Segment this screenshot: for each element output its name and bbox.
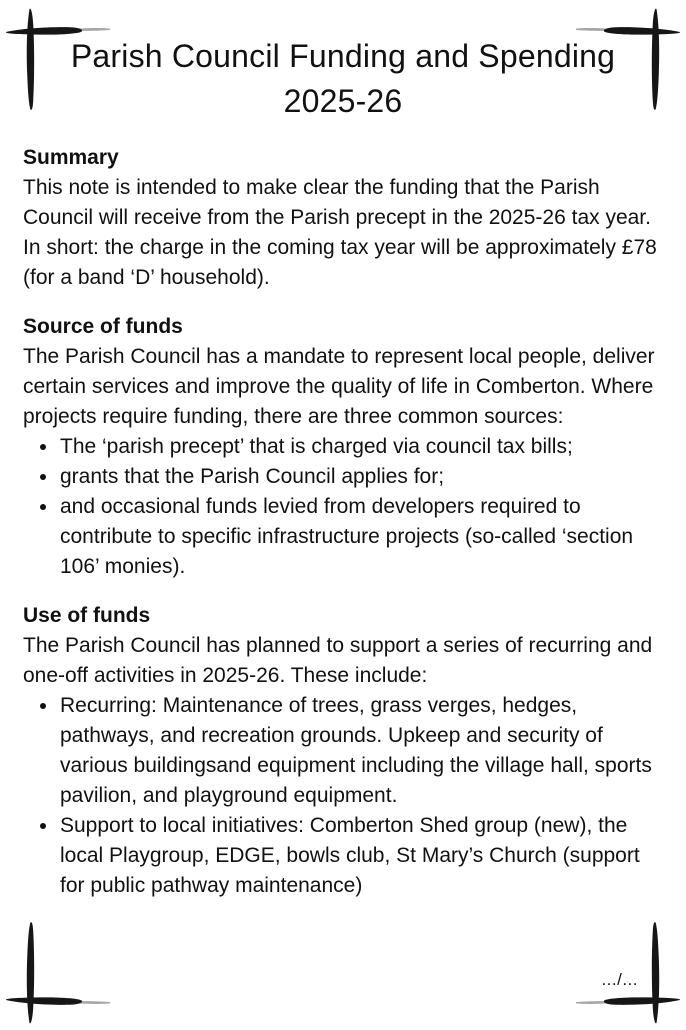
bullet-item: • Support to local initiatives: Comberton Shed group (new), the local Playgroup, EDGE, bowls club, St Mary’s Church (support for public pathway maintenance) (59, 811, 663, 901)
page-title-line1: Parish Council Funding and Spending (70, 38, 616, 74)
bullet-item: • Recurring: Maintenance of trees, grass verges, hedges, pathways, and recreation grounds. Upkeep and security of various buildingsand equipment including the village hall, sports pavilion, and playground equipment. (59, 691, 663, 811)
hand-drawn-corner-icon (572, 910, 684, 1026)
section-heading-source-of-funds: Source of funds (23, 315, 183, 338)
summary-paragraph: This note is intended to make clear the funding that the Parish Council will receive from the Parish precept in the 2025-26 tax year. In short: the charge in the coming tax year will be approximately £78 (for a band ‘D’ household). (23, 176, 657, 289)
bullet-item: • The ‘parish precept’ that is charged via council tax bills; (59, 432, 663, 462)
section-heading-use-of-funds: Use of funds (23, 604, 151, 627)
use-of-funds-bullet-list (23, 691, 663, 901)
page-title-line2: 2025-26 (283, 83, 403, 119)
continuation-mark: .../... (601, 970, 638, 989)
use-of-funds-paragraph: The Parish Council has planned to support a series of recurring and one-off activities in 2025-26. These include: (23, 634, 653, 687)
bullet-item: • grants that the Parish Council applies for; (59, 462, 663, 492)
section-heading-summary: Summary (23, 146, 119, 169)
page-title (23, 34, 663, 124)
source-of-funds-paragraph: The Parish Council has a mandate to represent local people, deliver certain services and improve the quality of life in Comberton. Where projects require funding, there are three common sources: (23, 345, 655, 428)
source-of-funds-bullet-list (23, 432, 663, 582)
bullet-item: • and occasional funds levied from developers required to contribute to specific infrastructure projects (so-called ‘section 106’ monies). (59, 492, 663, 582)
hand-drawn-corner-icon (2, 910, 114, 1026)
